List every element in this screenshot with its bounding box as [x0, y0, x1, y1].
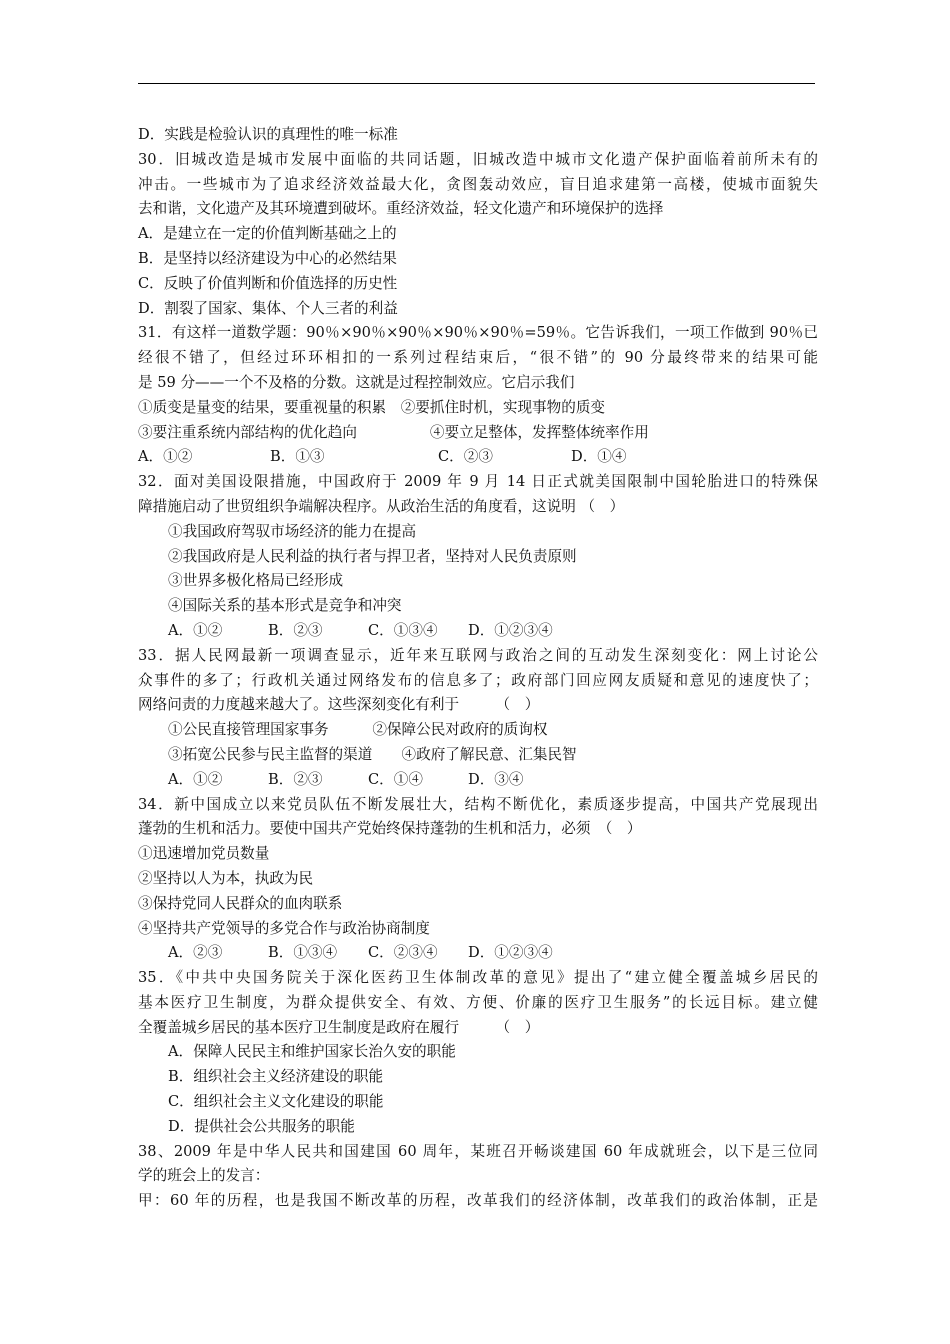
q34-stem-line-2: 蓬勃的生机和活力。要使中国共产党始终保持蓬勃的生机和活力，必须 （ ）: [138, 820, 642, 838]
q32-option-a: A．①②: [168, 621, 223, 639]
document-body: [138, 123, 818, 1214]
q33-stem-line-3: 网络问责的力度越来越大了。这些深刻变化有利于 （ ）: [138, 696, 540, 714]
q35-stem-line-1: 35．《中共中央国务院关于深化医药卫生体制改革的意见》提出了“建立健全覆盖城乡居民的: [138, 969, 818, 987]
q31-item-1-2: ①质变是量变的结果，要重视量的积累 ②要抓住时机，实现事物的质变: [138, 398, 606, 416]
q31-stem-line-3: 是 59 分——一个不及格的分数。这就是过程控制效应。它启示我们: [138, 373, 575, 391]
q32-item-4: ④国际关系的基本形式是竞争和冲突: [168, 597, 402, 615]
q35-option-b: B．组织社会主义经济建设的职能: [168, 1068, 384, 1086]
q34-item-1: ①迅速增加党员数量: [138, 845, 270, 863]
q29-option-d: D．实践是检验认识的真理性的唯一标准: [138, 126, 398, 143]
q35-option-c: C．组织社会主义文化建设的职能: [168, 1093, 384, 1111]
q30-stem-line-2: 冲击。一些城市为了追求经济效益最大化，贪图轰动效应，盲目追求建第一高楼，使城市面貌失: [138, 175, 818, 193]
q30-option-c: C．反映了价值判断和价值选择的历史性: [138, 274, 398, 292]
q31-options: [138, 445, 818, 470]
q32-option-d: D．①②③④: [468, 621, 553, 639]
q32-item-3: ③世界多极化格局已经形成: [168, 572, 344, 590]
q32-options: [138, 619, 818, 644]
q35-option-d: D．提供社会公共服务的职能: [168, 1117, 355, 1135]
q31-stem-line-1: 31．有这样一道数学题：90％×90％×90％×90％×90％=59％。它告诉我们，一项工作做到 90％已: [138, 324, 818, 342]
q32-option-c: C．①③④: [368, 621, 438, 639]
q33-option-a: A．①②: [168, 770, 223, 788]
q30-stem-line-3: 去和谐，文化遗产及其环境遭到破坏。重经济效益，轻文化遗产和环境保护的选择: [138, 200, 664, 218]
header-rule: [138, 83, 815, 84]
q31-option-d: D．①④: [571, 448, 627, 466]
q34-options: [138, 941, 818, 966]
q30-option-a: A．是建立在一定的价值判断基础之上的: [138, 225, 397, 243]
q34-option-d: D．①②③④: [468, 944, 553, 962]
q33-option-c: C．①④: [368, 770, 423, 788]
q33-option-d: D．③④: [468, 770, 524, 788]
q33-stem-line-2: 众事件的多了；行政机关通过网络发布的信息多了；政府部门回应网友质疑和意见的速度快了；: [138, 671, 818, 689]
q33-option-b: B．②③: [268, 770, 323, 788]
q38-stem-line-2: 学的班会上的发言：: [138, 1167, 270, 1185]
q30-option-d: D．割裂了国家、集体、个人三者的利益: [138, 299, 398, 317]
q34-item-3: ③保持党同人民群众的血肉联系: [138, 894, 343, 912]
q32-item-2: ②我国政府是人民利益的执行者与捍卫者，坚持对人民负责原则: [168, 547, 577, 565]
q32-option-b: B．②③: [268, 621, 323, 639]
q33-stem-line-1: 33．据人民网最新一项调查显示，近年来互联网与政治之间的互动发生深刻变化：网上讨论公: [138, 646, 818, 664]
q31-item-3-4: ③要注重系统内部结构的优化趋向 ④要立足整体，发挥整体统率作用: [138, 423, 649, 441]
q33-item-3-4: ③拓宽公民参与民主监督的渠道 ④政府了解民意、汇集民智: [168, 745, 577, 763]
q31-option-c: C．②③: [438, 448, 493, 466]
q33-item-1-2: ①公民直接管理国家事务 ②保障公民对政府的质询权: [168, 721, 548, 739]
q30-stem-line-1: 30．旧城改造是城市发展中面临的共同话题，旧城改造中城市文化遗产保护面临着前所未有的: [138, 150, 818, 168]
q32-stem-line-1: 32．面对美国设限措施，中国政府于 2009 年 9 月 14 日正式就美国限制中国轮胎进口的特殊保: [138, 473, 818, 491]
q38-stem-line-1: 38、2009 年是中华人民共和国建国 60 周年，某班召开畅谈建国 60 年成就班会，以下是三位同: [138, 1142, 818, 1160]
q34-item-2: ②坚持以人为本，执政为民: [138, 869, 314, 887]
q34-option-b: B．①③④: [268, 944, 338, 962]
q35-option-a: A．保障人民民主和维护国家长治久安的职能: [168, 1043, 456, 1061]
q33-options: [138, 768, 818, 793]
q34-stem-line-1: 34．新中国成立以来党员队伍不断发展壮大，结构不断优化，素质逐步提高，中国共产党展现出: [138, 795, 818, 813]
q31-stem-line-2: 经很不错了，但经过环环相扣的一系列过程结束后，“很不错”的 90 分最终带来的结果可能: [138, 349, 818, 367]
q35-stem-line-3: 全覆盖城乡居民的基本医疗卫生制度是政府在履行 （ ）: [138, 1018, 540, 1036]
q38-speech-jia: 甲：60 年的历程，也是我国不断改革的历程，改革我们的经济体制，改革我们的政治体制，正是: [138, 1192, 818, 1210]
q31-option-a: A．①②: [138, 448, 193, 466]
q32-item-1: ①我国政府驾驭市场经济的能力在提高: [168, 522, 417, 540]
q34-option-c: C．②③④: [368, 944, 438, 962]
q31-option-b: B．①③: [270, 448, 325, 466]
q35-stem-line-2: 基本医疗卫生制度，为群众提供安全、有效、方便、价廉的医疗卫生服务”的长远目标。建立健: [138, 993, 818, 1011]
q34-option-a: A．②③: [168, 944, 223, 962]
q30-option-b: B．是坚持以经济建设为中心的必然结果: [138, 249, 397, 267]
q34-item-4: ④坚持共产党领导的多党合作与政治协商制度: [138, 919, 430, 937]
q32-stem-line-2: 障措施启动了世贸组织争端解决程序。从政治生活的角度看，这说明 （ ）: [138, 497, 625, 515]
